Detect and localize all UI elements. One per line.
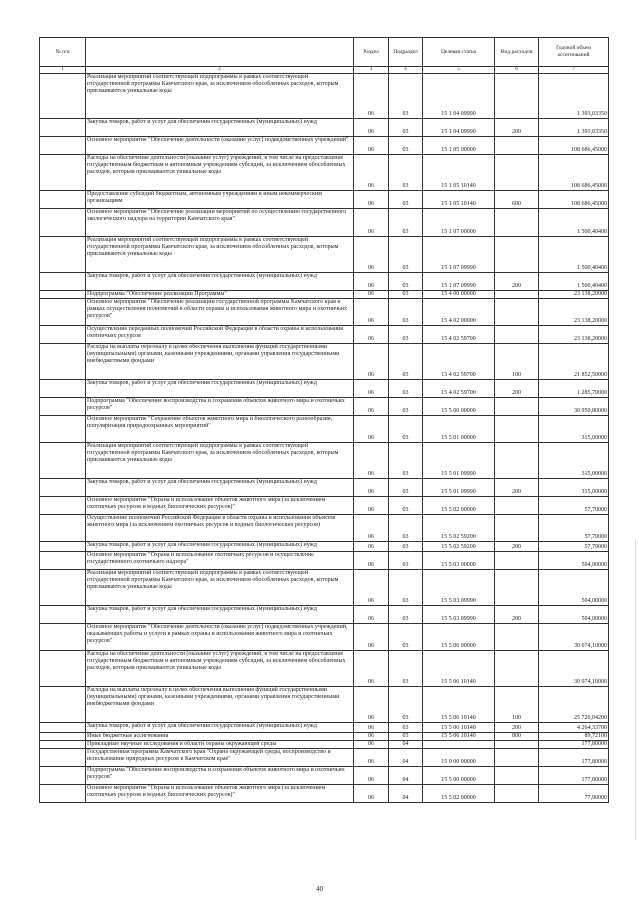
colnum: 3 [354,67,389,74]
row-name: Предоставление субсидий бюджетным, автономным учреждениям и иным некоммерческим организациям [86,191,354,209]
row-amount: 315,00000 [539,479,609,497]
row-subsection: 03 [389,416,423,443]
table-row [40,273,609,291]
table-row [40,497,609,515]
row-amount: 23 138,20000 [539,326,609,344]
table-row [40,749,609,767]
row-name: Прикладные научные исследования в области охраны окружающей среды [86,741,354,749]
row-section: 06 [354,552,389,570]
row-amount: 1 285,70000 [539,380,609,398]
row-number [40,191,86,209]
row-target: 15 5 02 59200 [423,515,495,542]
row-number [40,785,86,803]
row-name: Основное мероприятие "Охрана и использование объектов животного мира (за исключением охотничьих ресурсов и водных биологических ресурсов)" [86,497,354,515]
row-name: Реализация мероприятий соответствующей подпрограммы в рамках соответствующей государственной программы Камчатского края, за исключением обособленных расходов, которым присваиваются уникальные коды [86,74,354,119]
row-name: Закупка товаров, работ и услуг для обеспечения государственных (муниципальных) нужд [86,119,354,137]
row-number [40,624,86,651]
row-target: 15 5 03 00000 [423,552,495,570]
row-expense-type [495,552,539,570]
table-row [40,119,609,137]
row-number [40,552,86,570]
row-number [40,299,86,326]
row-target: 15 5 02 00000 [423,785,495,803]
row-expense-type: 600 [495,191,539,209]
row-amount: 108 686,45000 [539,155,609,191]
table-row [40,741,609,749]
row-target: 15 5 00 00000 [423,398,495,416]
row-expense-type [495,209,539,237]
row-name: Основное мероприятие "Обеспечение деятельности (оказание услуг) подведомственных учреждений" [86,137,354,155]
table-row [40,767,609,785]
row-subsection: 03 [389,155,423,191]
row-subsection: 03 [389,344,423,380]
row-name: Расходы на обеспечение деятельности (оказание услуг) учреждений, в том числе на предоставление государственным бюджетным и автономным учреждениям субсидий, за исключением обособленных расходов, которым присваиваются уникальные коды [86,155,354,191]
row-expense-type [495,74,539,119]
row-target: 15 1 05 10140 [423,155,495,191]
row-name: Осуществление переданных полномочий Российской Федерации в области охраны и использования охотничьих ресурсов [86,326,354,344]
header-section: Раздел [354,38,389,67]
row-expense-type [495,767,539,785]
row-section: 06 [354,733,389,741]
row-target: 15 1 07 00000 [423,209,495,237]
row-amount: 504,00000 [539,552,609,570]
row-subsection: 03 [389,137,423,155]
row-target: 15 5 06 10140 [423,723,495,733]
row-expense-type: 200 [495,479,539,497]
row-section: 06 [354,570,389,606]
row-target: 15 5 01 09990 [423,443,495,479]
row-expense-type: 800 [495,733,539,741]
row-target: 15 5 02 59200 [423,542,495,552]
row-subsection: 03 [389,398,423,416]
row-amount: 504,00000 [539,570,609,606]
page-number: 40 [316,885,323,893]
row-number [40,273,86,291]
row-amount: 177,80000 [539,741,609,749]
row-section: 06 [354,749,389,767]
row-subsection: 03 [389,651,423,687]
table-row [40,380,609,398]
row-number [40,398,86,416]
row-name: Государственная программа Камчатского края "Охрана окружающей среды, воспроизводство и использование природных ресурсов в Камчатском крае" [86,749,354,767]
row-target: 15 5 06 00000 [423,624,495,651]
row-name: Закупка товаров, работ и услуг для обеспечения государственных (муниципальных) нужд [86,542,354,552]
row-target: 15 1 07 09990 [423,273,495,291]
row-target: 15 5 06 10140 [423,687,495,723]
row-subsection: 03 [389,624,423,651]
row-name: Расходы на выплаты персоналу в целях обеспечения выполнения функций государственными (муниципальными) органами, казенными учреждениями, органами управления государственными внебюджетными фондами [86,344,354,380]
table-body [40,67,609,803]
table-row [40,237,609,273]
table-row [40,785,609,803]
row-subsection: 03 [389,497,423,515]
row-section: 06 [354,237,389,273]
row-section: 06 [354,326,389,344]
row-amount: 23 138,20000 [539,299,609,326]
row-number [40,326,86,344]
row-section: 06 [354,785,389,803]
row-amount: 89,72100 [539,733,609,741]
row-section: 06 [354,74,389,119]
row-number [40,749,86,767]
row-amount: 23 138,20000 [539,291,609,299]
row-target: 15 4 02 59700 [423,344,495,380]
row-name: Иные бюджетные ассигнования [86,733,354,741]
row-number [40,687,86,723]
row-section: 06 [354,137,389,155]
row-target: 15 1 05 00000 [423,137,495,155]
row-section: 06 [354,299,389,326]
row-expense-type: 100 [495,344,539,380]
row-section: 06 [354,624,389,651]
row-subsection: 03 [389,443,423,479]
row-name: Основное мероприятие "Сохранение объектов животного мира и биологического разнообразия, популяризация природоохранных мероприятий" [86,416,354,443]
row-target: 15 1 05 10140 [423,191,495,209]
row-amount: 25 720,04200 [539,687,609,723]
row-number [40,119,86,137]
row-subsection: 04 [389,767,423,785]
row-number [40,74,86,119]
row-target: 15 5 01 09990 [423,479,495,497]
row-number [40,344,86,380]
row-expense-type [495,651,539,687]
row-expense-type [495,443,539,479]
row-name: Подпрограмма "Обеспечение воспроизводства и сохранения объектов животного мира и охотничьих ресурсов" [86,398,354,416]
row-amount: 30 074,10000 [539,651,609,687]
row-subsection: 03 [389,326,423,344]
header-num: № п/п [40,38,86,67]
row-number [40,237,86,273]
row-number [40,741,86,749]
header-target: Целевая статья [423,38,495,67]
row-section: 06 [354,273,389,291]
table-row [40,624,609,651]
row-subsection: 03 [389,687,423,723]
table-row [40,606,609,624]
row-name: Закупка товаров, работ и услуг для обеспечения государственных (муниципальных) нужд [86,380,354,398]
table-row [40,344,609,380]
row-number [40,416,86,443]
row-number [40,767,86,785]
table-row [40,416,609,443]
row-target: 15 5 06 10140 [423,651,495,687]
row-target: 15 1 04 09990 [423,119,495,137]
colnum: 1 [40,67,86,74]
row-name: Осуществление полномочий Российской Федерации в области охраны и использования объектов животного мира (за исключением охотничьих ресурсов и водных биологических ресурсов) [86,515,354,542]
colnum: 4 [389,67,423,74]
row-subsection: 04 [389,785,423,803]
row-expense-type [495,299,539,326]
row-target: 15 5 03 09990 [423,570,495,606]
row-subsection: 03 [389,191,423,209]
row-amount: 30 074,10000 [539,624,609,651]
row-amount: 1 500,40400 [539,273,609,291]
table-row [40,479,609,497]
row-amount: 177,80000 [539,749,609,767]
budget-table [39,37,609,803]
row-section: 06 [354,119,389,137]
row-section: 06 [354,723,389,733]
header-expense-type: Вид расходов [495,38,539,67]
row-name: Закупка товаров, работ и услуг для обеспечения государственных (муниципальных) нужд [86,606,354,624]
colnum: 6 [495,67,539,74]
row-name: Подпрограмма "Обеспечение воспроизводства и сохранения объектов животного мира и охотничьих ресурсов" [86,767,354,785]
colnum: 5 [423,67,495,74]
row-number [40,291,86,299]
row-name: Закупка товаров, работ и услуг для обеспечения государственных (муниципальных) нужд [86,723,354,733]
table-row [40,74,609,119]
row-number [40,723,86,733]
row-section: 06 [354,191,389,209]
row-subsection: 03 [389,119,423,137]
row-section: 06 [354,497,389,515]
row-amount: 57,70000 [539,542,609,552]
row-name: Основное мероприятие "Обеспечение реализации государственной программы Камчатского края в рамках осуществления полномочий в области охраны и использования животного мира и охотничьих ресурсов" [86,299,354,326]
row-section: 06 [354,651,389,687]
row-subsection: 03 [389,542,423,552]
table-row [40,137,609,155]
row-amount: 177,80000 [539,767,609,785]
colnum: 2 [86,67,354,74]
row-expense-type: 200 [495,273,539,291]
row-expense-type [495,326,539,344]
table-row [40,542,609,552]
row-amount: 21 852,50000 [539,344,609,380]
table-row [40,155,609,191]
colnum: 7 [539,67,609,74]
row-amount: 30 950,80000 [539,398,609,416]
header-name [86,38,354,67]
column-number-row [40,67,609,74]
row-expense-type: 200 [495,542,539,552]
row-section: 06 [354,416,389,443]
row-subsection: 03 [389,209,423,237]
row-name: Реализация мероприятий соответствующей подпрограммы в рамках соответствующей государственной программы Камчатского края, за исключением обособленных расходов, которым присваиваются уникальные коды [86,237,354,273]
row-section: 06 [354,209,389,237]
row-expense-type [495,398,539,416]
table-row [40,687,609,723]
row-expense-type: 200 [495,119,539,137]
row-number [40,155,86,191]
row-section: 06 [354,606,389,624]
table-row [40,209,609,237]
row-expense-type: 200 [495,606,539,624]
row-expense-type [495,155,539,191]
row-amount: 504,00000 [539,606,609,624]
row-amount: 1 500,40400 [539,209,609,237]
row-target: 15 4 02 59700 [423,326,495,344]
row-section: 06 [354,687,389,723]
row-target: 15 5 00 00000 [423,767,495,785]
row-amount: 77,90000 [539,785,609,803]
row-name: Основное мероприятие "Обеспечение реализации мероприятий по осуществлению государственного экологического надзора на территории Камчатского края" [86,209,354,237]
row-expense-type [495,416,539,443]
table-header-row [40,38,609,67]
row-amount: 1 393,03350 [539,119,609,137]
row-section: 06 [354,443,389,479]
row-target: 15 5 03 09990 [423,606,495,624]
row-number [40,137,86,155]
row-subsection: 04 [389,749,423,767]
row-name: Реализация мероприятий соответствующей подпрограммы в рамках соответствующей государственной программы Камчатского края, за исключением обособленных расходов, которым присваиваются уникальные коды [86,570,354,606]
row-expense-type: 200 [495,380,539,398]
row-amount: 57,70000 [539,515,609,542]
header-subsection: Подраздел [389,38,423,67]
row-name: Основное мероприятие "Обеспечение деятельности (оказание услуг) подведомственных учреждений, оказывающих работы и услуги в рамках охраны и использования животного мира и охотничьих ресурсов" [86,624,354,651]
row-expense-type: 100 [495,687,539,723]
scan-edge-mark [635,540,636,840]
row-section: 06 [354,515,389,542]
row-expense-type: 200 [495,723,539,733]
row-number [40,733,86,741]
row-expense-type [495,741,539,749]
row-subsection: 03 [389,299,423,326]
row-subsection: 03 [389,552,423,570]
row-name: Расходы на выплаты персоналу в целях обеспечения выполнения функций государственными (муниципальными) органами, казенными учреждениями, органами управления государственными внебюджетными фондами [86,687,354,723]
row-number [40,606,86,624]
row-subsection: 03 [389,74,423,119]
row-number [40,542,86,552]
row-section: 06 [354,344,389,380]
row-target: 15 4 02 59700 [423,380,495,398]
row-name: Подпрограмма "Обеспечение реализации Программы" [86,291,354,299]
table-row [40,651,609,687]
row-section: 06 [354,380,389,398]
table-row [40,515,609,542]
table-row [40,191,609,209]
row-section: 06 [354,741,389,749]
row-name: Основное мероприятие "Охрана и использование объектов животного мира (за исключением охотничьих ресурсов и водных биологических ресурсов)" [86,785,354,803]
row-amount: 108 686,45000 [539,191,609,209]
row-target: 15 5 02 00000 [423,497,495,515]
row-subsection: 03 [389,733,423,741]
row-expense-type [495,785,539,803]
row-amount: 57,70000 [539,497,609,515]
row-target [423,741,495,749]
row-section: 06 [354,155,389,191]
row-subsection: 03 [389,237,423,273]
row-expense-type [495,291,539,299]
row-expense-type [495,624,539,651]
row-number [40,209,86,237]
table-row [40,326,609,344]
table-row [40,398,609,416]
row-name: Основное мероприятие "Охрана и использование охотничьих ресурсов и осуществление государственного охотничьего надзора" [86,552,354,570]
row-number [40,479,86,497]
table-row [40,733,609,741]
row-amount: 108 686,45000 [539,137,609,155]
row-expense-type [495,570,539,606]
row-section: 06 [354,291,389,299]
table-row [40,291,609,299]
row-number [40,515,86,542]
row-target: 15 1 04 09990 [423,74,495,119]
row-section: 06 [354,542,389,552]
row-target: 15 5 06 10140 [423,733,495,741]
row-expense-type [495,749,539,767]
table-row [40,443,609,479]
row-expense-type [495,137,539,155]
row-amount: 315,00000 [539,416,609,443]
row-subsection: 03 [389,479,423,497]
row-number [40,443,86,479]
row-target: 15 1 07 09990 [423,237,495,273]
row-target: 15 4 00 00000 [423,291,495,299]
row-name: Реализация мероприятий соответствующей подпрограммы в рамках соответствующей государственной программы Камчатского края, за исключением обособленных расходов, которым присваиваются уникальные коды [86,443,354,479]
table-row [40,723,609,733]
row-target: 15 0 00 00000 [423,749,495,767]
row-amount: 315,00000 [539,443,609,479]
row-target: 15 5 01 00000 [423,416,495,443]
row-section: 06 [354,398,389,416]
row-subsection: 03 [389,291,423,299]
table-row [40,299,609,326]
row-name: Расходы на обеспечение деятельности (оказание услуг) учреждений, в том числе на предоставление государственным бюджетным и автономным учреждениям субсидий, за исключением обособленных расходов, которым присваиваются уникальные коды [86,651,354,687]
row-number [40,651,86,687]
row-expense-type [495,237,539,273]
row-amount: 1 500,40400 [539,237,609,273]
row-number [40,570,86,606]
row-subsection: 03 [389,273,423,291]
row-section: 06 [354,479,389,497]
row-subsection: 03 [389,723,423,733]
row-amount: 4 264,33700 [539,723,609,733]
row-expense-type [495,497,539,515]
row-subsection: 03 [389,606,423,624]
row-subsection: 04 [389,741,423,749]
row-subsection: 03 [389,570,423,606]
header-amount: Годовой объем ассигнований [539,38,609,67]
row-expense-type [495,515,539,542]
row-amount: 1 393,03350 [539,74,609,119]
table-row [40,552,609,570]
row-subsection: 03 [389,515,423,542]
row-name: Закупка товаров, работ и услуг для обеспечения государственных (муниципальных) нужд [86,479,354,497]
row-subsection: 03 [389,380,423,398]
table-row [40,570,609,606]
row-number [40,380,86,398]
row-section: 06 [354,767,389,785]
row-number [40,497,86,515]
row-name: Закупка товаров, работ и услуг для обеспечения государственных (муниципальных) нужд [86,273,354,291]
row-target: 15 4 02 00000 [423,299,495,326]
